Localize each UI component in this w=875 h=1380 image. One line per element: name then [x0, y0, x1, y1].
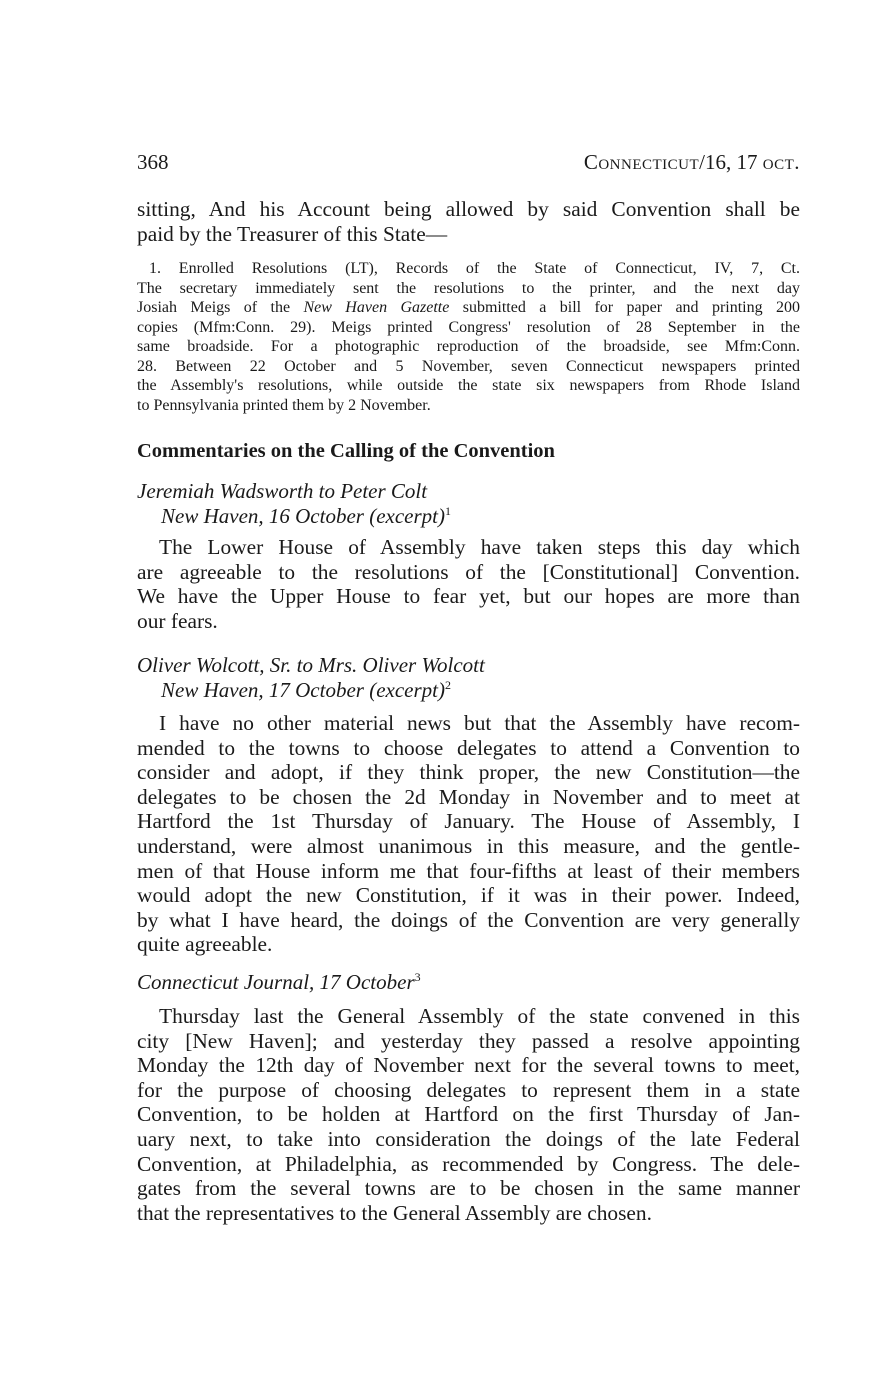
footnote-line: copies (Mfm:Conn. 29). Meigs printed Congress' resolution of 28 September in the [137, 318, 800, 336]
text-line: I have no other material news but that the Assembly have recom- [159, 711, 800, 735]
opening-paragraph [137, 197, 800, 246]
entry-1-body [137, 535, 800, 633]
running-title-month: oct. [762, 150, 800, 174]
running-title [584, 150, 800, 175]
running-head [137, 150, 800, 178]
text-line: delegates to be chosen the 2d Monday in November and to meet at [137, 784, 800, 809]
entry-3-body [137, 1004, 800, 1225]
text-line: quite agreeable. [137, 932, 273, 957]
entry-dateline: New Haven, 17 October (excerpt) [161, 678, 445, 702]
entry-title-line [137, 970, 421, 995]
entry-source: Connecticut Journal, 17 October [137, 970, 415, 994]
newspaper-title: New Haven Gazette [303, 299, 450, 316]
text-line: Convention, at Philadelphia, as recommended by Congress. The dele- [137, 1151, 800, 1176]
text-line: We have the Upper House to fear yet, but our hopes are more than [137, 584, 800, 609]
entry-title-line [137, 504, 451, 529]
text-line: would adopt the new Constitution, if it was in their power. Indeed, [137, 883, 800, 908]
footnote-text: submitted a bill for paper and printing 200 [449, 299, 801, 316]
footnote-line: 1. Enrolled Resolutions (LT), Records of the State of Connecticut, IV, 7, Ct. [149, 260, 800, 277]
text-line: Monday the 12th day of November next for the several towns to meet, [137, 1053, 800, 1078]
entry-title-line [137, 678, 485, 703]
footnote-line: The secretary immediately sent the resolutions to the printer, and the next day [137, 279, 800, 297]
text-line: gates from the several towns are to be chosen in the same manner [137, 1176, 800, 1201]
text-line: Hartford the 1st Thursday of January. The House of Assembly, I [137, 809, 800, 834]
text-line: for the purpose of choosing delegates to represent them in a state [137, 1077, 800, 1102]
text-line: city [New Haven]; and yesterday they passed a resolve appointing [137, 1028, 800, 1053]
footnote-ref: 3 [414, 970, 421, 984]
entry-1-title [137, 479, 451, 529]
footnote-line: to Pennsylvania printed them by 2 November. [137, 396, 431, 414]
entry-2-title [137, 653, 485, 703]
footnote-ref: 2 [444, 678, 451, 692]
text-line: Convention, to be holden at Hartford on the first Thursday of Jan- [137, 1102, 800, 1127]
text-line: men of that House inform me that four-fifths at least of their members [137, 858, 800, 883]
footnote-line [137, 298, 800, 318]
footnote-ref: 1 [444, 504, 451, 518]
footnote-line: same broadside. For a photographic reproduction of the broadside, see Mfm:Conn. [137, 338, 800, 355]
entry-3-title [137, 970, 421, 995]
footnote-text: Josiah Meigs of the [137, 299, 304, 316]
page-number: 368 [137, 150, 169, 174]
text-line: paid by the Treasurer of this State— [137, 221, 448, 246]
text-line: our fears. [137, 608, 218, 633]
footnote-line: 28. Between 22 October and 5 November, seven Connecticut newspapers printed [137, 357, 800, 375]
text-line: consider and adopt, if they think proper, the new Constitution—the [137, 760, 800, 785]
text-line: by what I have heard, the doings of the Convention are very generally [137, 907, 800, 932]
section-heading: Commentaries on the Calling of the Convention [137, 440, 555, 462]
text-line: The Lower House of Assembly have taken steps this day which [159, 535, 800, 559]
text-line: are agreeable to the resolutions of the [Constitutional] Convention. [137, 559, 800, 584]
text-line: sitting, And his Account being allowed by said Convention shall be [137, 197, 800, 221]
text-line: uary next, to take into consideration the doings of the late Federal [137, 1126, 800, 1151]
entry-title-line: Oliver Wolcott, Sr. to Mrs. Oliver Wolcott [137, 653, 485, 677]
text-line: mended to the towns to choose delegates to attend a Convention to [137, 735, 800, 760]
running-title-state: Connecticut [583, 150, 700, 174]
text-line: Thursday last the General Assembly of the state convened in this [159, 1004, 800, 1028]
footnote-1 [137, 259, 800, 415]
running-title-dates: /16, 17 [699, 150, 763, 174]
entry-title-line: Jeremiah Wadsworth to Peter Colt [137, 479, 428, 503]
footnote-line: the Assembly's resolutions, while outside the state six newspapers from Rhode Island [137, 377, 800, 394]
text-line: that the representatives to the General Assembly are chosen. [137, 1200, 652, 1225]
entry-2-body [137, 711, 800, 957]
entry-dateline: New Haven, 16 October (excerpt) [161, 504, 445, 528]
text-line: understand, were almost unanimous in this measure, and the gentle- [137, 833, 800, 858]
